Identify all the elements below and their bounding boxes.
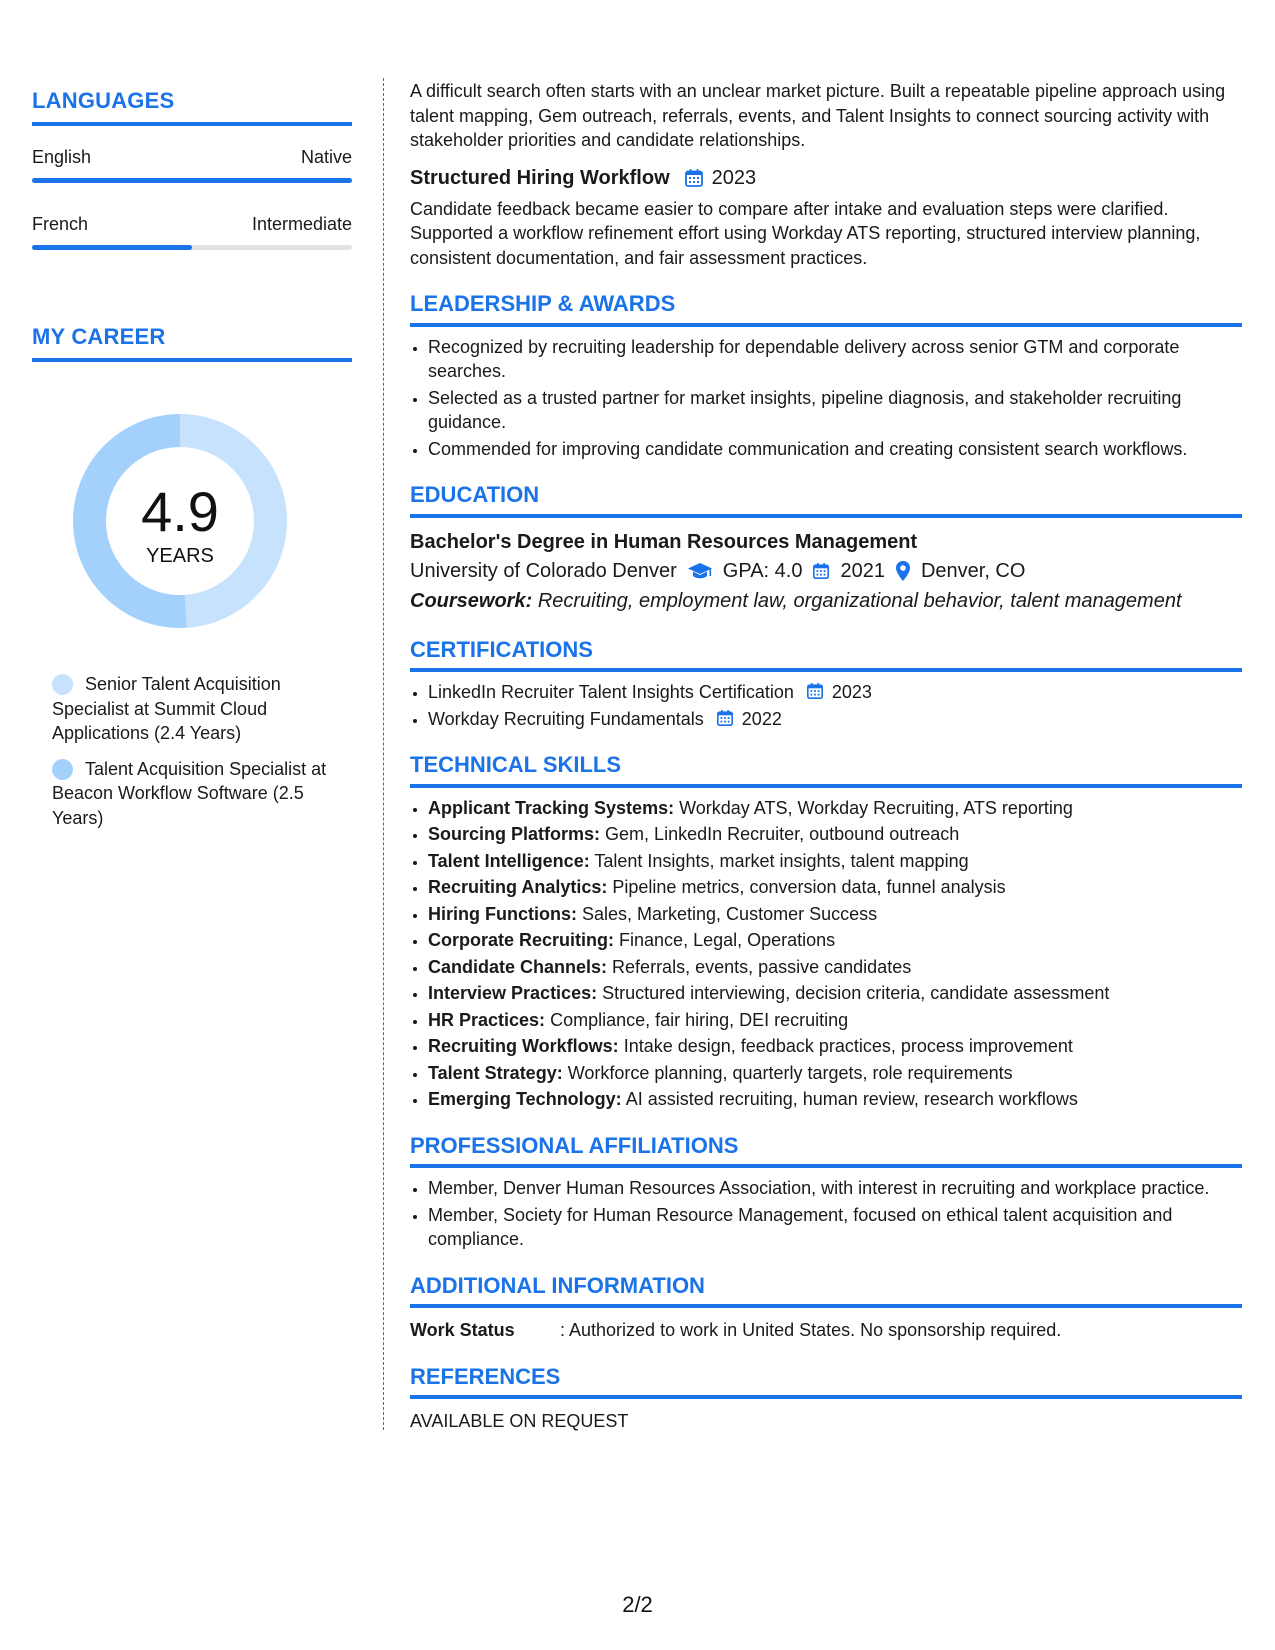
coursework-label: Coursework: [410,589,533,612]
skills-heading: TECHNICAL SKILLS [410,753,1242,788]
calendar-icon [716,709,734,727]
project-header [410,165,1242,191]
skill-value: Pipeline metrics, conversion data, funnel analysis [612,877,1006,897]
languages-heading: LANGUAGES [32,88,352,126]
list-item: • Selected as a trusted partner for market insights, pipeline diagnosis, and stakeholder recruiting guidance. [428,386,1242,435]
skill-item [428,1034,1242,1059]
education-heading: EDUCATION [410,483,1242,518]
references-heading: REFERENCES [410,1365,1242,1400]
certifications-list [410,680,1242,731]
skill-item [428,955,1242,980]
career-legend-item [52,757,352,831]
work-status-label: Work Status [410,1320,515,1340]
skill-label: Interview Practices: [428,983,598,1003]
education-gpa: GPA: 4.0 [722,559,803,582]
language-item-english [32,146,352,183]
list-item: • Member, Denver Human Resources Association, with interest in recruiting and workplace practice. [428,1176,1242,1201]
location-pin-icon [895,560,911,582]
language-proficiency-bar [32,245,352,250]
affiliations-heading: PROFESSIONAL AFFILIATIONS [410,1134,1242,1169]
language-name: French [32,214,89,234]
career-total-years: 4.9 [141,480,219,543]
sidebar [32,88,352,830]
certifications-heading: CERTIFICATIONS [410,638,1242,673]
language-item-french [32,213,352,250]
certification-year: 2022 [741,708,782,729]
skill-label: Talent Intelligence: [428,850,590,871]
skill-item [428,981,1242,1006]
list-item [428,680,1242,705]
project-title: Structured Hiring Workflow [410,166,670,189]
skill-item [428,822,1242,847]
career-role-label: Talent Acquisition Specialist at Beacon Workflow Software (2.5 Years) [52,758,327,828]
career-total-unit: YEARS [146,545,214,567]
list-item [428,707,1242,732]
skill-value: Intake design, feedback practices, process improvement [623,1036,1073,1056]
education-coursework [410,586,1242,616]
skill-item [428,928,1242,953]
work-status-row [410,1318,1242,1343]
skill-item [428,849,1242,874]
skill-label: Recruiting Analytics: [428,877,608,897]
project-description: Candidate feedback became easier to compare after intake and evaluation steps were clarified. Supported a workflow refinement effort using Workday ATS reporting, structured interview planning, consistent documentation, and fair assessment practices. [410,198,1201,268]
skill-value: Finance, Legal, Operations [619,930,836,950]
leadership-list [410,335,1242,462]
intro-paragraph: A difficult search often starts with an unclear market picture. Built a repeatable pipeline approach using talent mapping, Gem outreach, referrals, events, and Talent Insights to connect sourcing activity with stakeholder priorities and candidate relationships. [410,81,1226,150]
career-role-label: Senior Talent Acquisition Specialist at Summit Cloud Applications (2.4 Years) [52,674,281,743]
leadership-heading: LEADERSHIP & AWARDS [410,292,1242,327]
skill-value: Structured interviewing, decision criteria, candidate assessment [602,983,1110,1003]
list-item: • Commended for improving candidate communication and creating consistent search workflows. [428,437,1242,462]
skill-value: Referrals, events, passive candidates [612,956,912,977]
skill-value: Workday ATS, Workday Recruiting, ATS reporting [679,797,1073,818]
calendar-icon [806,682,824,700]
career-legend-item [52,672,352,746]
skill-label: Emerging Technology: [428,1089,622,1109]
education-meta [410,556,1242,586]
skill-label: Corporate Recruiting: [428,930,615,950]
career-donut-chart [65,406,295,636]
coursework-text: Recruiting, employment law, organizational behavior, talent management [537,589,1182,612]
skill-label: Recruiting Workflows: [428,1036,619,1056]
skill-label: Hiring Functions: [428,903,577,924]
work-status-value: : Authorized to work in United States. No sponsorship required. [560,1320,1062,1340]
education-degree: Bachelor's Degree in Human Resources Management [410,530,918,553]
skill-value: Sales, Marketing, Customer Success [582,903,878,924]
skill-item [428,796,1242,821]
skill-label: Talent Strategy: [428,1062,563,1083]
language-proficiency-fill [32,245,192,250]
career-heading: MY CAREER [32,324,352,362]
page-number: 2/2 [622,1592,653,1617]
skill-label: HR Practices: [428,1009,546,1030]
education-location: Denver, CO [920,559,1026,582]
skill-item [428,875,1242,900]
career-legend [32,672,352,830]
certification-name: LinkedIn Recruiter Talent Insights Certification [428,682,794,702]
skill-item [428,1008,1242,1033]
certification-name: Workday Recruiting Fundamentals [428,708,704,729]
project-year: 2023 [711,166,757,189]
skill-label: Candidate Channels: [428,956,608,977]
education-school: University of Colorado Denver [410,559,677,582]
skill-item [428,1087,1242,1112]
references-text: AVAILABLE ON REQUEST [410,1411,629,1431]
list-item: • Recognized by recruiting leadership for dependable delivery across senior GTM and corporate searches. [428,335,1242,384]
skills-list [410,796,1242,1112]
skill-value: Talent Insights, market insights, talent mapping [594,850,969,871]
calendar-icon [684,168,704,188]
column-divider [383,78,384,1430]
calendar-icon [812,561,830,581]
education-year: 2021 [840,559,885,582]
affiliations-list [410,1176,1242,1252]
skill-value: Gem, LinkedIn Recruiter, outbound outreach [605,824,960,844]
certification-year: 2023 [831,682,872,702]
language-level: Native [300,147,352,167]
legend-swatch [52,674,73,695]
skill-label: Sourcing Platforms: [428,824,601,844]
language-proficiency-fill [32,178,352,183]
skill-item [428,1061,1242,1086]
legend-swatch [52,759,73,780]
additional-info-heading: ADDITIONAL INFORMATION [410,1274,1242,1309]
skill-value: Workforce planning, quarterly targets, role requirements [567,1062,1013,1083]
graduation-cap-icon [687,561,713,581]
language-proficiency-bar [32,178,352,183]
language-name: English [32,147,92,167]
skill-item [428,902,1242,927]
list-item: • Member, Society for Human Resource Management, focused on ethical talent acquisition and compliance. [428,1203,1242,1252]
skill-value: Compliance, fair hiring, DEI recruiting [550,1009,849,1030]
skill-value: AI assisted recruiting, human review, research workflows [625,1089,1078,1109]
main-content [410,79,1242,1434]
skill-label: Applicant Tracking Systems: [428,797,675,818]
language-level: Intermediate [251,214,352,234]
